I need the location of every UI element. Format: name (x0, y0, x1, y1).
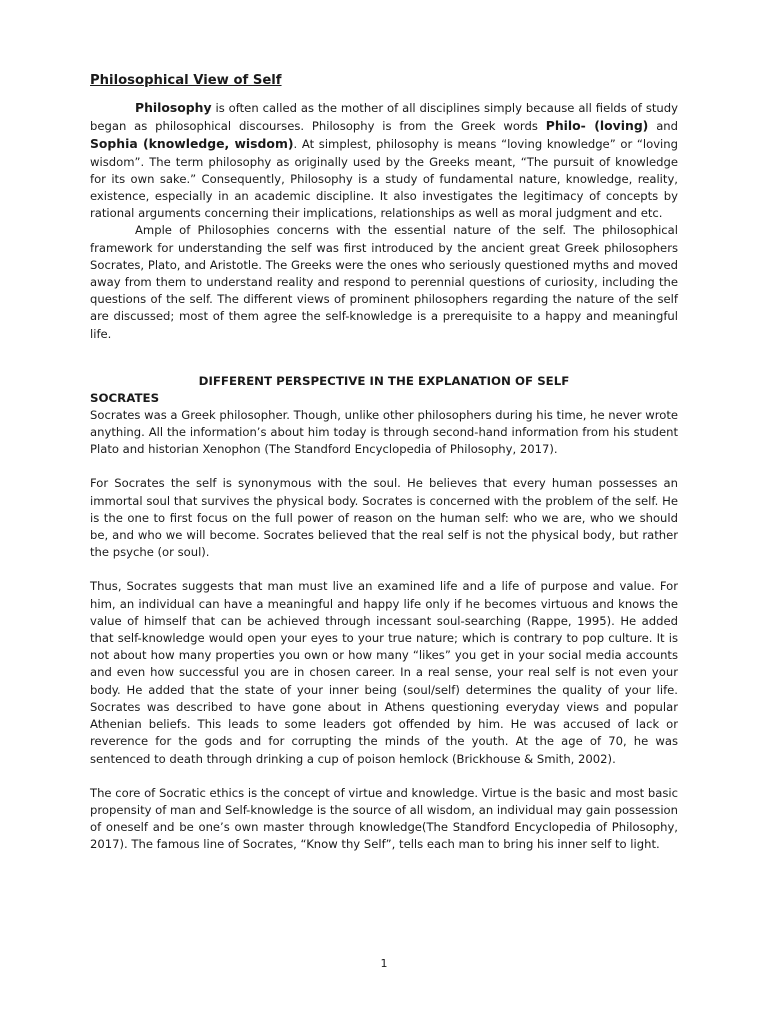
intro-text-3: . At simplest, philosophy is means “loving knowledge” or “loving wisdom”. The term philosophy as originally used by the Greeks meant, “The pursuit of knowledge for its own sake.” Consequently, Philosophy is a study of fundamental nature, knowledge, reality, existence, especially in an academic discipline. It also investigates the legitimacy of concepts by rational arguments concerning their implications, relationships as well as moral judgment and etc. (90, 137, 678, 221)
document-title: Philosophical View of Self (90, 73, 282, 88)
term-sophia: Sophia (knowledge, wisdom) (90, 136, 294, 152)
socrates-paragraph-4: The core of Socratic ethics is the concept of virtue and knowledge. Virtue is the basic and most basic propensity of man and Self-knowledge is the source of all wisdom, an individual may gain possession of oneself and be one’s own master through knowledge(The Standford Encyclopedia of Philosophy, 2017). The famous line of Socrates, “Know thy Self”, tells each man to bring his inner self to light. (90, 785, 678, 852)
page-number: 1 (380, 957, 388, 970)
intro-paragraph-2: Ample of Philosophies concerns with the essential nature of the self. The philosophical framework for understanding the self was first introduced by the ancient great Greek philosophers Socrates, Plato, and Aristotle. The Greeks were the ones who seriously questioned myths and moved away from them to understand reality and respond to perennial questions of curiosity, including the questions of the self. The different views of prominent philosophers regarding the nature of the self are discussed; most of them agree the self-knowledge is a prerequisite to a happy and meaningful life. (90, 223, 678, 341)
intro-paragraph-1 (90, 99, 678, 222)
term-philosophy: Philosophy (135, 100, 212, 115)
socrates-paragraph-3: Thus, Socrates suggests that man must live an examined life and a life of purpose and value. For him, an individual can have a meaningful and happy life only if he becomes virtuous and knows the value of himself that can be achieved through incessant soul-searching (Rappe, 1995). He added that self-knowledge would open your eyes to your true nature; which is contrary to pop culture. It is not about how many properties you own or how many “likes” you get in your social media accounts and even how successful you are in chosen career. In a real sense, your real self is not even your body. He added that the state of your inner being (soul/self) determines the quality of your life. Socrates was described to have gone about in Athens questioning everyday views and popular Athenian beliefs. This leads to some leaders got offended by him. He was accused of lack or reverence for the gods and for corrupting the minds of the youth. At the age of 70, he was sentenced to death through drinking a cup of poison hemlock (Brickhouse & Smith, 2002). (90, 579, 678, 766)
socrates-paragraph-2: For Socrates the self is synonymous with the soul. He believes that every human possesses an immortal soul that survives the physical body. Socrates is concerned with the problem of the self. He is the one to first focus on the full power of reason on the human self: who we are, who we should be, and who we will become. Socrates believed that the real self is not the physical body, but rather the psyche (or soul). (90, 476, 678, 560)
section-heading: DIFFERENT PERSPECTIVE IN THE EXPLANATION OF SELF (198, 373, 570, 388)
document-page (90, 72, 678, 854)
socrates-subheading: SOCRATES (90, 390, 160, 405)
intro-text-2: and (648, 119, 679, 134)
term-philo: Philo- (loving) (545, 118, 649, 134)
intro-text-1: is often called as the mother of all disciplines simply because all fields of study began as philosophical discourses. Philosophy is from the Greek words (90, 101, 678, 134)
socrates-paragraph-1: Socrates was a Greek philosopher. Though, unlike other philosophers during his time, he never wrote anything. All the information’s about him today is through second-hand information from his student Plato and historian Xenophon (The Standford Encyclopedia of Philosophy, 2017). (90, 407, 678, 457)
